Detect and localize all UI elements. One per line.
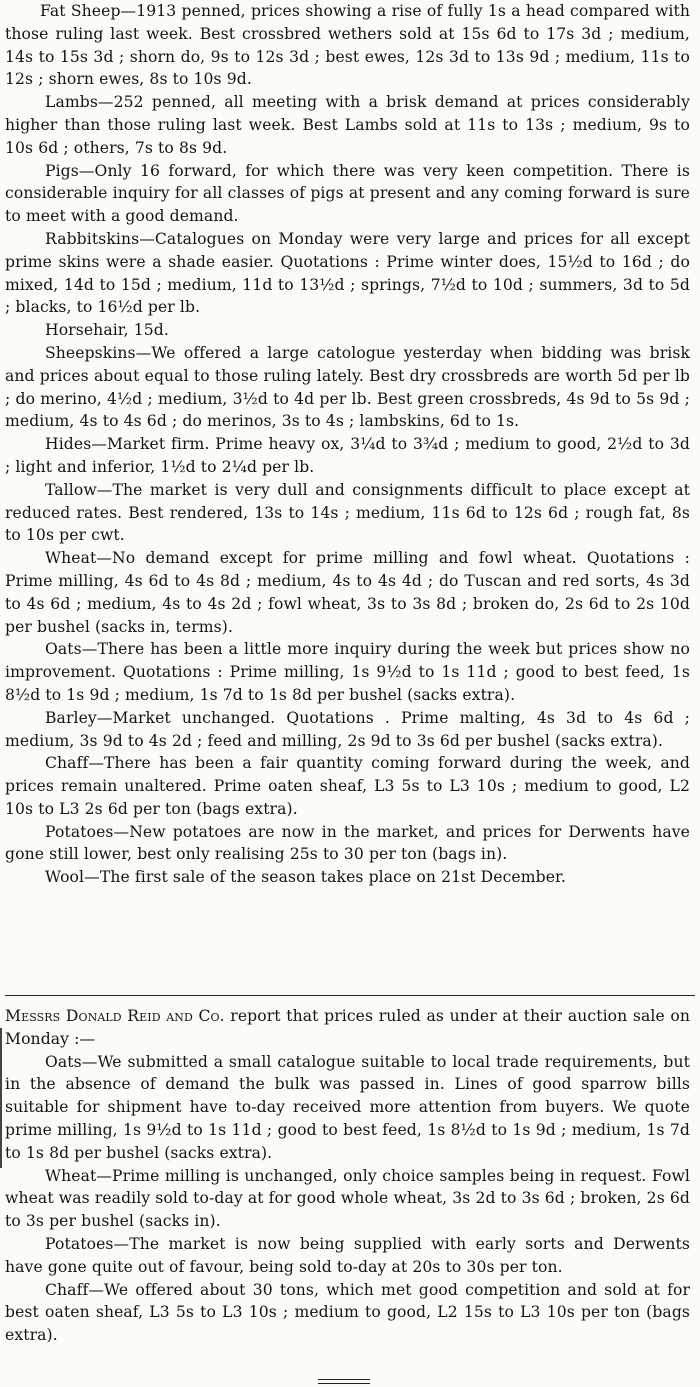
paragraph-potatoes: Potatoes—New potatoes are now in the market, and prices for Derwents have gone still lower, best only realising 25s to 30 per ton (bags in). — [5, 822, 690, 864]
section-divider — [5, 995, 695, 996]
paragraph-reid-wheat: Wheat—Prime milling is unchanged, only choice samples being in request. Fowl wheat was readily sold to-day at for good whole wheat, 3s 2d to 3s 6d ; broken, 2s 6d to 3s per bushel (sacks in). — [5, 1166, 690, 1231]
margin-mark — [0, 1028, 2, 1168]
report-intro-text: report that prices ruled as under at their auction sale on Monday :— — [5, 1007, 691, 1048]
paragraph-wool: Wool—The first sale of the season takes place on 21st December. — [45, 868, 566, 887]
market-report-donald-reid — [0, 1005, 700, 1347]
paragraph-sheepskins: Sheepskins—We offered a large catologue yesterday when bidding was brisk and prices about equal to those ruling lately. Best dry crossbreds are worth 5d per lb ; do merino, 4½d ; medium, 3½d to 4d per lb. Best green crossbreds, 4s 9d to 5s 9d ; medium, 4s to 4s 6d ; do merinos, 3s to 4s ; lambskins, 6d to 1s. — [5, 343, 690, 431]
paragraph-reid-potatoes: Potatoes—The market is now being supplied with early sorts and Derwents have gone quite out of favour, being sold to-day at 20s to 30s per ton. — [5, 1234, 690, 1276]
paragraph-barley: Barley—Market unchanged. Quotations . Prime malting, 4s 3d to 4s 6d ; medium, 3s 9d to 4s 2d ; feed and milling, 2s 9d to 3s 6d per bushel (sacks extra). — [5, 708, 690, 750]
paragraph-pigs: Pigs—Only 16 forward, for which there was very keen competition. There is considerable inquiry for all classes of pigs at present and any coming forward is sure to meet with a good demand. — [5, 161, 690, 226]
paragraph-oats: Oats—There has been a little more inquiry during the week but prices show no improvement. Quotations : Prime milling, 1s 9½d to 1s 11d ; good to best feed, 1s 8½d to 1s 9d ; medium, 1s 7d to 1s 8d per bushel (sacks extra). — [5, 640, 690, 704]
paragraph-wheat: Wheat—No demand except for prime milling and fowl wheat. Quotations : Prime milling, 4s 6d to 4s 8d ; medium, 4s to 4s 4d ; do Tuscan and red sorts, 4s 3d to 4s 6d ; medium, 4s to 4s 2d ; fowl wheat, 3s to 3s 8d ; broken do, 2s 6d to 2s 10d per bushel (sacks in, terms). — [5, 549, 690, 636]
paragraph-rabbitskins: Rabbitskins—Catalogues on Monday were very large and prices for all except prime skins were a shade easier. Quotations : Prime winter does, 15½d to 16d ; do mixed, 14d to 15d ; medium, 11d to 13½d ; springs, 7½d to 10d ; summers, 3d to 5d ; blacks, to 16½d per lb. — [5, 229, 690, 317]
firm-name: Messrs Donald Reid and Co. — [5, 1007, 225, 1025]
paragraph-reid-chaff: Chaff—We offered about 30 tons, which met good competition and sold at for best oaten sheaf, L3 5s to L3 10s ; medium to good, L2 15s to L3 10s per ton (bags extra). — [5, 1280, 690, 1345]
end-rule — [318, 1379, 370, 1384]
paragraph-reid-oats: Oats—We submitted a small catalogue suitable to local trade requirements, but in the absence of demand the bulk was passed in. Lines of good sparrow bills suitable for shipment have to-day received more attention from buyers. We quote prime milling, 1s 9½d to 1s 11d ; good to best feed, 1s 8½d to 1s 9d ; medium, 1s 7d to 1s 8d per bushel (sacks extra). — [5, 1052, 690, 1162]
paragraph-fat-sheep: Fat Sheep—1913 penned, prices showing a rise of fully 1s a head compared with those ruling last week. Best crossbred wethers sold at 15s 6d to 17s 3d ; medium, 14s to 15s 3d ; shorn do, 9s to 12s 3d ; best ewes, 12s 3d to 13s 9d ; medium, 11s to 12s ; shorn ewes, 8s to 10s 9d. — [5, 2, 690, 89]
paragraph-tallow: Tallow—The market is very dull and consignments difficult to place except at reduced rates. Best rendered, 13s to 14s ; medium, 11s 6d to 12s 6d ; rough fat, 8s to 10s per cwt. — [5, 480, 690, 545]
paragraph-chaff: Chaff—There has been a fair quantity coming forward during the week, and prices remain unaltered. Prime oaten sheaf, L3 5s to L3 10s ; medium to good, L2 10s to L3 2s 6d per ton (bags extra). — [5, 754, 690, 818]
paragraph-horsehair: Horsehair, 15d. — [45, 321, 169, 340]
report-intro — [0, 1005, 700, 1051]
paragraph-hides: Hides—Market firm. Prime heavy ox, 3¼d to 3¾d ; medium to good, 2½d to 3d ; light and inferior, 1½d to 2¼d per lb. — [5, 435, 690, 476]
paragraph-lambs: Lambs—252 penned, all meeting with a brisk demand at prices considerably higher than those ruling last week. Best Lambs sold at 11s to 13s ; medium, 9s to 10s 6d ; others, 7s to 8s 9d. — [5, 93, 690, 157]
